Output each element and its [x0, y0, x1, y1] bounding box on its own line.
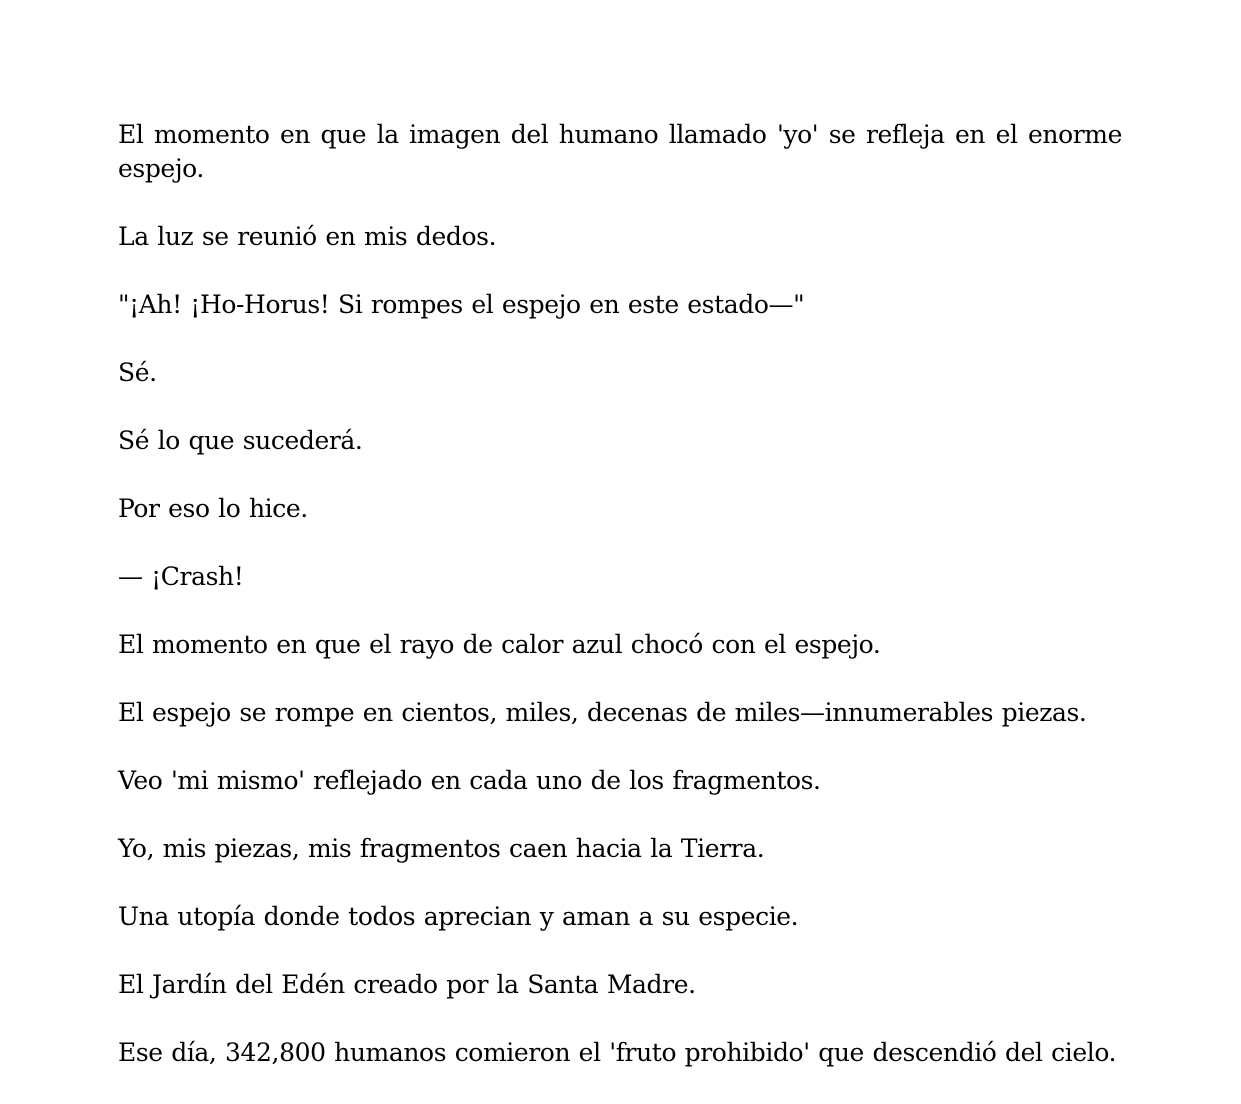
paragraph-2: La luz se reunió en mis dedos. — [118, 222, 497, 251]
paragraph-12: Una utopía donde todos aprecian y aman a su especie. — [118, 902, 799, 931]
paragraph-5: Sé lo que sucederá. — [118, 426, 363, 455]
paragraph-14: Ese día, 342,800 humanos comieron el 'fruto prohibido' que descendió del cielo. — [118, 1038, 1117, 1067]
paragraph-9: El espejo se rompe en cientos, miles, decenas de miles—innumerables piezas. — [118, 698, 1087, 727]
document-page — [118, 118, 1122, 1104]
paragraph-4: Sé. — [118, 358, 157, 387]
paragraph-8: El momento en que el rayo de calor azul chocó con el espejo. — [118, 630, 881, 659]
paragraph-13: El Jardín del Edén creado por la Santa Madre. — [118, 970, 696, 999]
paragraph-7: — ¡Crash! — [118, 562, 244, 591]
paragraph-6: Por eso lo hice. — [118, 494, 308, 523]
paragraph-11: Yo, mis piezas, mis fragmentos caen hacia la Tierra. — [118, 834, 765, 863]
paragraph-10: Veo 'mi mismo' reflejado en cada uno de los fragmentos. — [118, 766, 821, 795]
paragraph-1: El momento en que la imagen del humano llamado 'yo' se refleja en el enorme espejo. — [118, 120, 1122, 183]
paragraph-3: "¡Ah! ¡Ho-Horus! Si rompes el espejo en este estado—" — [118, 290, 805, 319]
